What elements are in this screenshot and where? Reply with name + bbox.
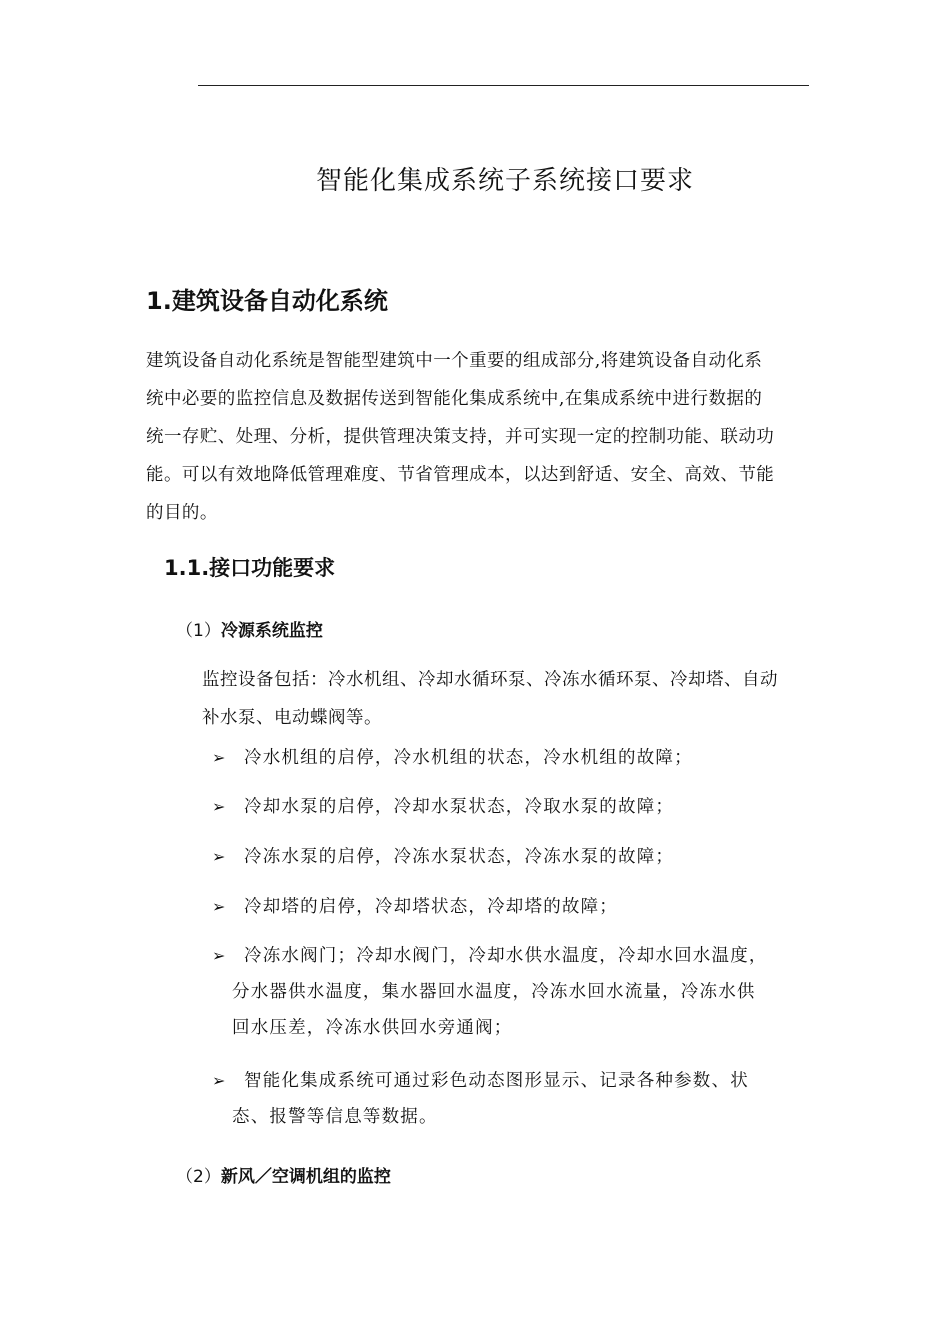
bullet-text: 冷却水泵的启停，冷却水泵状态，冷取水泵的故障； <box>244 797 675 817</box>
paragraph-line: 的目的。 <box>146 503 218 523</box>
item-title: 冷源系统监控 <box>220 621 323 641</box>
paragraph-line: 建筑设备自动化系统是智能型建筑中一个重要的组成部分,将建筑设备自动化系 <box>146 351 763 371</box>
section-heading-1: 1.建筑设备自动化系统 <box>146 287 388 315</box>
intro-line: 监控设备包括：冷水机组、冷却水循环泵、冷冻水循环泵、冷却塔、自动 <box>202 670 778 690</box>
item-title: 新风／空调机组的监控 <box>220 1167 391 1187</box>
arrow-bullet-icon: ➢ <box>212 1071 226 1090</box>
bullet-item <box>212 789 812 825</box>
bullet-item <box>212 740 812 776</box>
bullet-text: 回水压差，冷冻水供回水旁通阀； <box>232 1018 513 1038</box>
bullet-text: 冷却塔的启停，冷却塔状态，冷却塔的故障； <box>244 897 618 917</box>
bullet-text: 冷水机组的启停，冷水机组的状态，冷水机组的故障； <box>244 748 693 768</box>
bullet-text: 冷冻水泵的启停，冷冻水泵状态，冷冻水泵的故障； <box>244 847 675 867</box>
arrow-bullet-icon: ➢ <box>212 946 226 965</box>
bullet-text: 态、报警等信息等数据。 <box>232 1107 438 1127</box>
bullet-text: 分水器供水温度，集水器回水温度，冷冻水回水流量，冷冻水供 <box>232 982 756 1002</box>
item-1-intro <box>202 661 812 737</box>
bullet-item <box>212 889 812 925</box>
item-heading-1 <box>176 616 323 641</box>
arrow-bullet-icon: ➢ <box>212 797 226 816</box>
item-number: （1） <box>176 621 221 641</box>
paragraph-line: 统中必要的监控信息及数据传送到智能化集成系统中,在集成系统中进行数据的 <box>146 389 763 409</box>
arrow-bullet-icon: ➢ <box>212 847 226 866</box>
arrow-bullet-icon: ➢ <box>212 748 226 767</box>
bullet-item <box>212 938 812 1046</box>
paragraph-line: 统一存贮、处理、分析，提供管理决策支持，并可实现一定的控制功能、联动功 <box>146 427 775 447</box>
bullet-text: 冷冻水阀门；冷却水阀门，冷却水供水温度，冷却水回水温度， <box>244 946 768 966</box>
section-heading-1-1: 1.1.接口功能要求 <box>164 556 336 580</box>
item-heading-2 <box>176 1162 391 1187</box>
bullet-item <box>212 839 812 875</box>
item-number: （2） <box>176 1167 221 1187</box>
section-1-paragraph <box>146 342 810 532</box>
header-rule <box>198 85 809 86</box>
bullet-item <box>212 1063 812 1135</box>
paragraph-line: 能。可以有效地降低管理难度、节省管理成本，以达到舒适、安全、高效、节能 <box>146 465 775 485</box>
arrow-bullet-icon: ➢ <box>212 897 226 916</box>
intro-line: 补水泵、电动蝶阀等。 <box>202 708 382 728</box>
bullet-text: 智能化集成系统可通过彩色动态图形显示、记录各种参数、状 <box>244 1071 749 1091</box>
document-title: 智能化集成系统子系统接口要求 <box>315 166 694 196</box>
